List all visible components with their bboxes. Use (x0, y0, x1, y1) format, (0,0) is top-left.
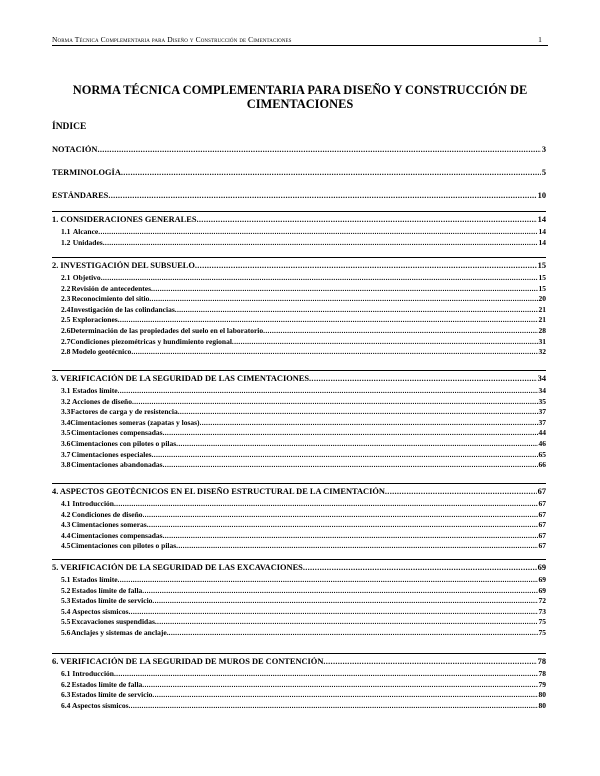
section-divider (52, 559, 546, 560)
toc-entry-number: 3.2 (61, 396, 71, 406)
toc-entry-page: 34 (537, 374, 546, 383)
toc-subsection-entry[interactable] (52, 690, 546, 700)
toc-dot-leader (175, 305, 538, 314)
toc-dot-leader (142, 586, 537, 595)
toc-dot-leader (118, 575, 538, 584)
document-title: NORMA TÉCNICA COMPLEMENTARIA PARA DISEÑO Y CONSTRUCCIÓN DE CIMENTACIONES (72, 83, 528, 111)
toc-entry-title: Modelo geotécnico (71, 347, 132, 357)
toc-entry-number: 4.1 (61, 499, 71, 508)
toc-entry-number: 2.1 (61, 273, 71, 282)
toc-entry-title: Aspectos sísmicos (72, 606, 129, 616)
toc-entry-page: 78 (537, 657, 546, 666)
index-heading: ÍNDICE (52, 122, 87, 132)
toc-entry-title: Revisión de antecedentes (71, 283, 151, 293)
toc-entry-title: 4. ASPECTOS GEOTÉCNICOS EN EL DISEÑO ESTRUCTURAL DE LA CIMENTACIÓN (52, 487, 385, 496)
running-header (52, 35, 548, 44)
toc-entry-number: 5.5 (61, 617, 71, 627)
toc-entry-page: 21 (538, 315, 546, 325)
toc-section-entry[interactable] (52, 657, 546, 669)
toc-dot-leader (303, 563, 537, 572)
toc-entry-title: Cimentaciones someras (71, 520, 147, 530)
toc-entry-page: 69 (537, 563, 546, 572)
toc-entry-number: 3.4 (61, 417, 71, 427)
toc-subsection-entry[interactable] (52, 439, 546, 449)
toc-subsection-entry[interactable] (52, 428, 546, 438)
toc-entry-title: Estados límite de falla (71, 585, 143, 595)
toc-entry-title: NOTACIÓN (52, 145, 98, 154)
toc-entry-page: 80 (538, 690, 546, 700)
toc-subsection-entry[interactable] (52, 386, 546, 396)
toc-subsection-entry[interactable] (52, 586, 546, 596)
toc-entry-page: 73 (538, 606, 546, 616)
toc-entry-page: 3 (541, 145, 546, 154)
toc-dot-leader (118, 315, 538, 324)
toc-entry-title: Acciones de diseño (71, 396, 132, 406)
toc-dot-leader (129, 607, 538, 616)
toc-entry-number: 3.1 (61, 386, 71, 395)
toc-entry-page: 14 (537, 215, 546, 224)
toc-dot-leader (176, 439, 537, 448)
toc-entry-title: TERMINOLOGÍA (52, 168, 121, 177)
toc-subsection-entry[interactable] (52, 305, 546, 315)
toc-dot-leader (323, 657, 536, 666)
toc-dot-leader (163, 531, 538, 540)
toc-dot-leader (142, 680, 537, 689)
toc-subsection-entry[interactable] (52, 520, 546, 530)
toc-entry-number: 2.2 (61, 283, 71, 293)
toc-entry-title: 2. INVESTIGACIÓN DEL SUBSUELO (52, 261, 195, 270)
toc-entry-title: Condiciones de diseño (71, 509, 143, 519)
toc-entry-page: 75 (538, 628, 546, 637)
toc-dot-leader (176, 541, 537, 550)
toc-entry-page: 67 (538, 541, 546, 551)
toc-entry-page: 78 (538, 669, 546, 678)
toc-entry-title: ESTÁNDARES (52, 191, 109, 200)
toc-section-entry[interactable] (52, 487, 546, 499)
toc-entry-title: Condiciones piezométricas y hundimiento regional (70, 336, 232, 346)
toc-subsection-entry[interactable] (52, 669, 546, 679)
toc-dot-leader (108, 191, 536, 200)
toc-entry-number: 1.1 (61, 227, 71, 236)
toc-subsection-entry[interactable] (52, 326, 546, 336)
toc-dot-leader (263, 326, 537, 335)
toc-dot-leader (149, 294, 537, 303)
toc-subsection-entry[interactable] (52, 499, 546, 509)
toc-entry-number: 4.5 (61, 541, 71, 551)
toc-entry-number: 4.2 (61, 509, 71, 519)
toc-entry-number: 5.2 (61, 585, 71, 595)
toc-entry-page: 14 (538, 227, 546, 236)
toc-entry-title: Cimentaciones con pilotes o pilas (70, 541, 177, 551)
toc-subsection-entry[interactable] (52, 294, 546, 304)
toc-entry-title: Alcance (72, 227, 99, 236)
toc-section-entry[interactable] (52, 563, 546, 575)
toc-subsection-entry[interactable] (52, 273, 546, 283)
toc-entry-number: 3.8 (61, 460, 71, 470)
toc-entry-number: 6.4 (61, 700, 71, 710)
toc-entry-title: Objetivo (72, 273, 101, 282)
toc-dot-leader (152, 450, 538, 459)
toc-subsection-entry[interactable] (52, 347, 546, 357)
toc-entry-page: 14 (538, 237, 546, 247)
toc-subsection-entry[interactable] (52, 284, 546, 294)
toc-dot-leader (200, 418, 538, 427)
toc-entry-page: 21 (538, 304, 546, 314)
toc-entry-number: 3.5 (61, 428, 71, 438)
toc-entry-title: Excavaciones suspendidas (71, 617, 155, 627)
toc-entry-page: 69 (538, 585, 546, 595)
toc-subsection-entry[interactable] (52, 407, 546, 417)
toc-entry-page: 44 (538, 428, 546, 438)
toc-entry-page: 10 (537, 191, 546, 200)
toc-dot-leader (178, 407, 538, 416)
toc-entry-page: 20 (538, 294, 546, 304)
toc-entry-number: 4.3 (61, 520, 71, 530)
toc-entry-page: 67 (538, 509, 546, 519)
toc-entry-number: 2.4 (61, 304, 71, 314)
toc-dot-leader (97, 145, 540, 154)
toc-dot-leader (151, 284, 538, 293)
section-divider (52, 370, 546, 371)
toc-section-entry[interactable] (52, 261, 546, 273)
toc-dot-leader (143, 510, 538, 519)
toc-entry-number: 2.3 (61, 294, 71, 304)
toc-dot-leader (197, 215, 537, 224)
toc-dot-leader (114, 669, 538, 678)
toc-subsection-entry[interactable] (52, 628, 546, 638)
header-rule (52, 45, 548, 46)
toc-section-entry[interactable] (52, 374, 546, 386)
toc-entry-page: 67 (538, 530, 546, 540)
toc-entry-page: 46 (538, 439, 546, 448)
toc-dot-leader (101, 273, 538, 282)
toc-dot-leader (309, 374, 537, 383)
toc-entry-number: 4.4 (61, 530, 71, 540)
toc-entry-number: 5.6 (61, 628, 71, 637)
toc-entry-page: 69 (538, 575, 546, 584)
toc-entry-title: Estados límite de falla (71, 679, 143, 689)
toc-dot-leader (103, 238, 538, 247)
toc-entry-title: Introducción (72, 499, 114, 508)
toc-entry-title: Estados límite de servicio (71, 596, 153, 606)
section-divider (52, 211, 546, 212)
toc-front-entry[interactable] (52, 145, 546, 157)
toc-dot-leader (163, 428, 538, 437)
toc-entry-number: 3.7 (61, 449, 71, 459)
toc-entry-page: 37 (538, 417, 546, 427)
toc-entry-page: 79 (538, 679, 546, 689)
toc-entry-page: 15 (538, 283, 546, 293)
toc-front-entry[interactable] (52, 168, 546, 180)
toc-entry-page: 28 (538, 326, 546, 335)
toc-entry-page: 34 (538, 386, 546, 395)
toc-entry-number: 5.4 (61, 606, 71, 616)
toc-subsection-entry[interactable] (52, 510, 546, 520)
toc-entry-number: 2.7 (61, 336, 71, 346)
toc-dot-leader (132, 397, 538, 406)
toc-dot-leader (169, 628, 538, 637)
toc-entry-number: 2.6 (61, 326, 71, 335)
section-divider (52, 653, 546, 654)
toc-dot-leader (163, 460, 538, 469)
toc-entry-title: Determinación de las propiedades del suelo en el laboratorio (70, 326, 264, 335)
toc-dot-leader (131, 347, 537, 356)
toc-entry-title: 6. VERIFICACIÓN DE LA SEGURIDAD DE MUROS DE CONTENCIÓN (52, 657, 324, 666)
toc-subsection-entry[interactable] (52, 575, 546, 585)
toc-dot-leader (155, 617, 538, 626)
toc-dot-leader (118, 386, 538, 395)
toc-entry-title: Cimentaciones con pilotes o pilas (70, 439, 177, 448)
toc-entry-page: 67 (537, 487, 546, 496)
toc-entry-number: 2.8 (61, 347, 71, 357)
toc-entry-page: 72 (538, 596, 546, 606)
toc-entry-title: Factores de carga y de resistencia (70, 407, 178, 417)
toc-entry-page: 80 (538, 700, 546, 710)
toc-entry-page: 5 (541, 168, 546, 177)
toc-entry-page: 67 (538, 499, 546, 508)
toc-entry-title: 3. VERIFICACIÓN DE LA SEGURIDAD DE LAS CIMENTACIONES (52, 374, 310, 383)
toc-subsection-entry[interactable] (52, 680, 546, 690)
toc-subsection-entry[interactable] (52, 450, 546, 460)
toc-entry-number: 3.3 (61, 407, 71, 417)
toc-dot-leader (152, 690, 537, 699)
toc-entry-number: 5.1 (61, 575, 71, 584)
toc-entry-number: 6.1 (61, 669, 71, 678)
toc-subsection-entry[interactable] (52, 617, 546, 627)
toc-entry-title: Investigación de las colindancias (70, 304, 175, 314)
toc-entry-page: 66 (538, 460, 546, 470)
toc-entry-number: 5.3 (61, 596, 71, 606)
toc-subsection-entry[interactable] (52, 418, 546, 428)
toc-entry-page: 35 (538, 396, 546, 406)
toc-entry-title: Cimentaciones especiales (71, 449, 152, 459)
running-title: Norma Técnica Complementaria para Diseño y Construcción de Cimentaciones (52, 35, 292, 44)
toc-entry-title: Estados límite (72, 386, 118, 395)
toc-dot-leader (195, 261, 537, 270)
toc-entry-page: 75 (538, 617, 546, 627)
toc-entry-page: 67 (538, 520, 546, 530)
toc-subsection-entry[interactable] (52, 337, 546, 347)
toc-dot-leader (385, 487, 537, 496)
page-number: 1 (538, 35, 542, 44)
toc-subsection-entry[interactable] (52, 607, 546, 617)
toc-dot-leader (147, 520, 538, 529)
toc-subsection-entry[interactable] (52, 315, 546, 325)
toc-entry-title: Unidades (72, 237, 103, 247)
section-divider (52, 483, 546, 484)
toc-subsection-entry[interactable] (52, 460, 546, 470)
toc-dot-leader (129, 701, 538, 710)
toc-entry-number: 2.5 (61, 315, 71, 325)
toc-subsection-entry[interactable] (52, 531, 546, 541)
toc-entry-title: Cimentaciones compensadas (71, 530, 163, 540)
toc-entry-title: Cimentaciones compensadas (71, 428, 163, 438)
toc-entry-page: 31 (538, 336, 546, 346)
toc-entry-title: 1. CONSIDERACIONES GENERALES (52, 215, 197, 224)
toc-front-entry[interactable] (52, 191, 546, 203)
toc-dot-leader (98, 227, 537, 236)
toc-entry-number: 6.2 (61, 679, 71, 689)
toc-entry-page: 15 (537, 261, 546, 270)
toc-entry-number: 6.3 (61, 690, 71, 700)
toc-subsection-entry[interactable] (52, 227, 546, 237)
toc-dot-leader (121, 168, 541, 177)
toc-entry-page: 32 (538, 347, 546, 357)
section-divider (52, 257, 546, 258)
toc-entry-title: Aspectos sísmicos (72, 700, 129, 710)
toc-entry-title: Cimentaciones abandonadas (71, 460, 163, 470)
toc-section-entry[interactable] (52, 215, 546, 227)
toc-subsection-entry[interactable] (52, 701, 546, 711)
toc-subsection-entry[interactable] (52, 238, 546, 248)
toc-entry-title: Estados límite de servicio (71, 690, 153, 700)
toc-entry-title: Reconocimiento del sitio (71, 294, 150, 304)
toc-entry-number: 1.2 (61, 237, 71, 247)
toc-entry-title: Introducción (72, 669, 114, 678)
toc-entry-title: Cimentaciones someras (zapatas y losas) (70, 417, 200, 427)
toc-entry-page: 15 (538, 273, 546, 282)
toc-entry-number: 3.6 (61, 439, 71, 448)
toc-entry-page: 65 (538, 449, 546, 459)
toc-dot-leader (114, 499, 538, 508)
toc-entry-title: Anclajes y sistemas de anclaje. (70, 628, 169, 637)
toc-entry-page: 37 (538, 407, 546, 417)
toc-entry-title: Exploraciones (72, 315, 118, 325)
toc-entry-title: 5. VERIFICACIÓN DE LA SEGURIDAD DE LAS EXCAVACIONES (52, 563, 303, 572)
toc-entry-title: Estados límite (72, 575, 118, 584)
toc-subsection-entry[interactable] (52, 596, 546, 606)
toc-dot-leader (232, 337, 538, 346)
toc-subsection-entry[interactable] (52, 541, 546, 551)
toc-subsection-entry[interactable] (52, 397, 546, 407)
toc-dot-leader (152, 596, 537, 605)
